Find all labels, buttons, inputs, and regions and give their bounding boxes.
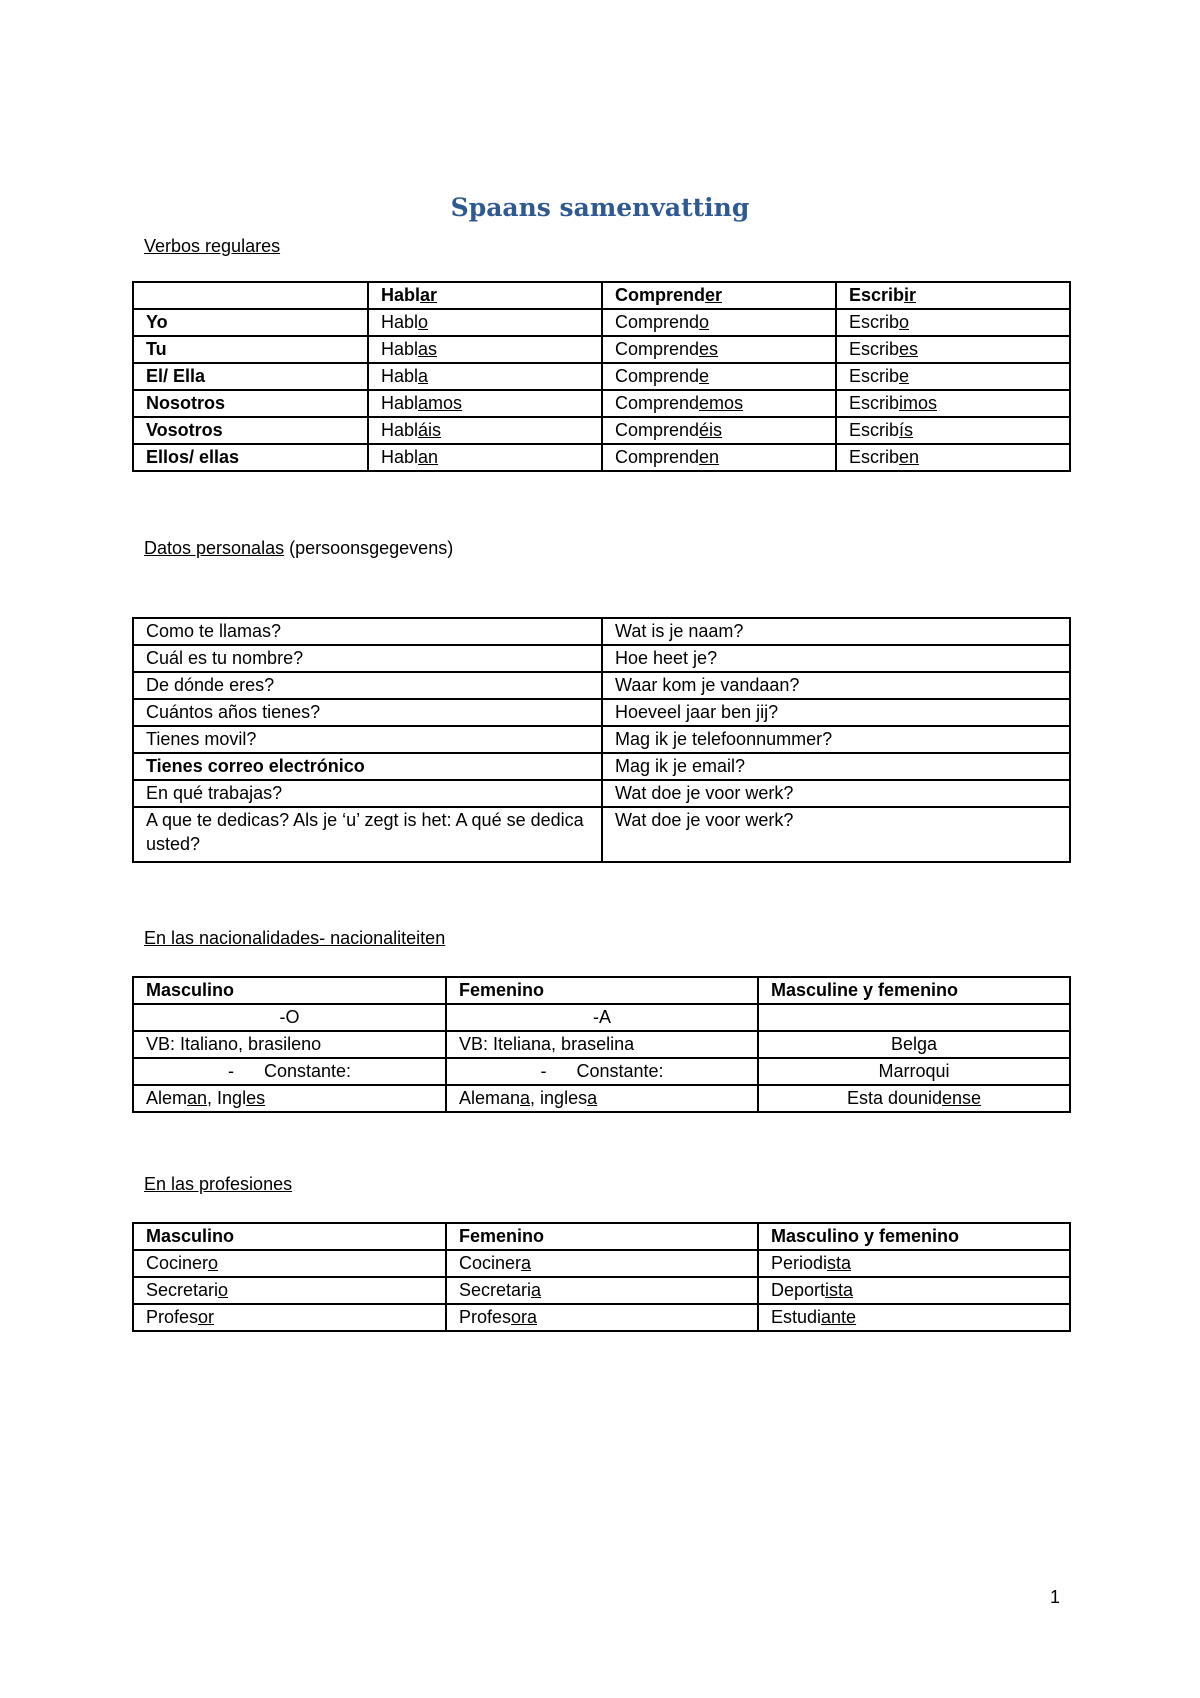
table-row [133, 645, 1070, 672]
table-header-cell: Masculine y femenino [758, 977, 1070, 1004]
table-cell: -A [446, 1004, 758, 1031]
table-cell: Hoeveel jaar ben jij? [602, 699, 1070, 726]
section-heading-datos: Datos personalas (persoonsgegevens) [144, 538, 454, 558]
table-cell: Escribís [836, 417, 1070, 444]
table-cell: En qué trabajas? [133, 780, 602, 807]
pronoun-cell: Ellos/ ellas [133, 444, 368, 471]
table-row [133, 618, 1070, 645]
table-cell: Tienes movil? [133, 726, 602, 753]
table-row [133, 309, 1070, 336]
page-number: 1 [1050, 1587, 1061, 1607]
table-cell: Cocinera [446, 1250, 758, 1277]
table-row [133, 726, 1070, 753]
table-cell: Esta dounidense [758, 1085, 1070, 1112]
table-row [133, 807, 1070, 862]
table-row [133, 390, 1070, 417]
table-cell: Hoe heet je? [602, 645, 1070, 672]
table-cell: Habláis [368, 417, 602, 444]
table-cell: Habla [368, 363, 602, 390]
pronoun-cell: El/ Ella [133, 363, 368, 390]
table-cell: Comprendemos [602, 390, 836, 417]
pronoun-cell: Vosotros [133, 417, 368, 444]
table-row [133, 672, 1070, 699]
table-cell: Estudiante [758, 1304, 1070, 1331]
table-row [133, 444, 1070, 471]
table-cell: Escribimos [836, 390, 1070, 417]
table-row [133, 753, 1070, 780]
table-header-cell: Femenino [446, 977, 758, 1004]
table-cell: Wat is je naam? [602, 618, 1070, 645]
table-cell: Como te llamas? [133, 618, 602, 645]
table-header-cell: Masculino [133, 977, 446, 1004]
personal-data-table [132, 617, 1071, 863]
table-cell: Escribes [836, 336, 1070, 363]
table-cell: Belga [758, 1031, 1070, 1058]
table-cell: De dónde eres? [133, 672, 602, 699]
page-title: Spaans samenvatting [450, 193, 750, 222]
table-row [133, 1058, 1070, 1085]
table-header-cell: Femenino [446, 1223, 758, 1250]
professions-table [132, 1222, 1071, 1332]
table-cell: - Constante: [446, 1058, 758, 1085]
table-cell: Comprendo [602, 309, 836, 336]
table-cell: Comprendéis [602, 417, 836, 444]
table-header-cell: Escribir [836, 282, 1070, 309]
table-row [133, 363, 1070, 390]
table-header-cell: Masculino y femenino [758, 1223, 1070, 1250]
table-cell: Comprenden [602, 444, 836, 471]
table-cell: Secretaria [446, 1277, 758, 1304]
table-cell [133, 282, 368, 309]
table-cell: Profesor [133, 1304, 446, 1331]
table-cell: Profesora [446, 1304, 758, 1331]
table-row [133, 1304, 1070, 1331]
table-header-row [133, 1223, 1070, 1250]
table-row [133, 1085, 1070, 1112]
table-row [133, 336, 1070, 363]
table-cell: Comprendes [602, 336, 836, 363]
table-cell: A que te dedicas? Als je ‘u’ zegt is het: A qué se dedica usted? [133, 807, 602, 862]
table-header-row [133, 282, 1070, 309]
table-cell: Alemana, inglesa [446, 1085, 758, 1112]
table-cell: Wat doe je voor werk? [602, 780, 1070, 807]
pronoun-cell: Nosotros [133, 390, 368, 417]
table-cell: Hablamos [368, 390, 602, 417]
section-heading-nacionalidades: En las nacionalidades- nacionaliteiten [144, 928, 446, 948]
table-cell: Waar kom je vandaan? [602, 672, 1070, 699]
table-cell: Escriben [836, 444, 1070, 471]
table-header-cell: Comprender [602, 282, 836, 309]
table-row [133, 699, 1070, 726]
table-cell: Deportista [758, 1277, 1070, 1304]
table-cell: Periodista [758, 1250, 1070, 1277]
table-cell: - Constante: [133, 1058, 446, 1085]
verbs-table [132, 281, 1071, 472]
table-row [133, 780, 1070, 807]
table-header-cell: Hablar [368, 282, 602, 309]
table-cell: -O [133, 1004, 446, 1031]
table-cell: Escribo [836, 309, 1070, 336]
table-row [133, 1250, 1070, 1277]
pronoun-cell: Yo [133, 309, 368, 336]
table-cell: Mag ik je email? [602, 753, 1070, 780]
table-cell: Hablo [368, 309, 602, 336]
table-row [133, 1277, 1070, 1304]
table-cell: Hablas [368, 336, 602, 363]
table-cell: Mag ik je telefoonnummer? [602, 726, 1070, 753]
table-cell: Cuántos años tienes? [133, 699, 602, 726]
nationalities-table [132, 976, 1071, 1113]
table-cell: Hablan [368, 444, 602, 471]
table-header-row [133, 977, 1070, 1004]
table-cell: Secretario [133, 1277, 446, 1304]
section-heading-verbos: Verbos regulares [144, 236, 281, 256]
section-heading-profesiones: En las profesiones [144, 1174, 293, 1194]
table-cell: Aleman, Ingles [133, 1085, 446, 1112]
table-cell [758, 1004, 1070, 1031]
table-cell: VB: Iteliana, braselina [446, 1031, 758, 1058]
table-cell: Cocinero [133, 1250, 446, 1277]
table-header-cell: Masculino [133, 1223, 446, 1250]
table-cell: Comprende [602, 363, 836, 390]
table-cell: Tienes correo electrónico [133, 753, 602, 780]
table-row [133, 1004, 1070, 1031]
table-row [133, 417, 1070, 444]
table-cell: Wat doe je voor werk? [602, 807, 1070, 862]
table-cell: Escribe [836, 363, 1070, 390]
table-cell: VB: Italiano, brasileno [133, 1031, 446, 1058]
pronoun-cell: Tu [133, 336, 368, 363]
table-cell: Cuál es tu nombre? [133, 645, 602, 672]
table-row [133, 1031, 1070, 1058]
table-cell: Marroqui [758, 1058, 1070, 1085]
